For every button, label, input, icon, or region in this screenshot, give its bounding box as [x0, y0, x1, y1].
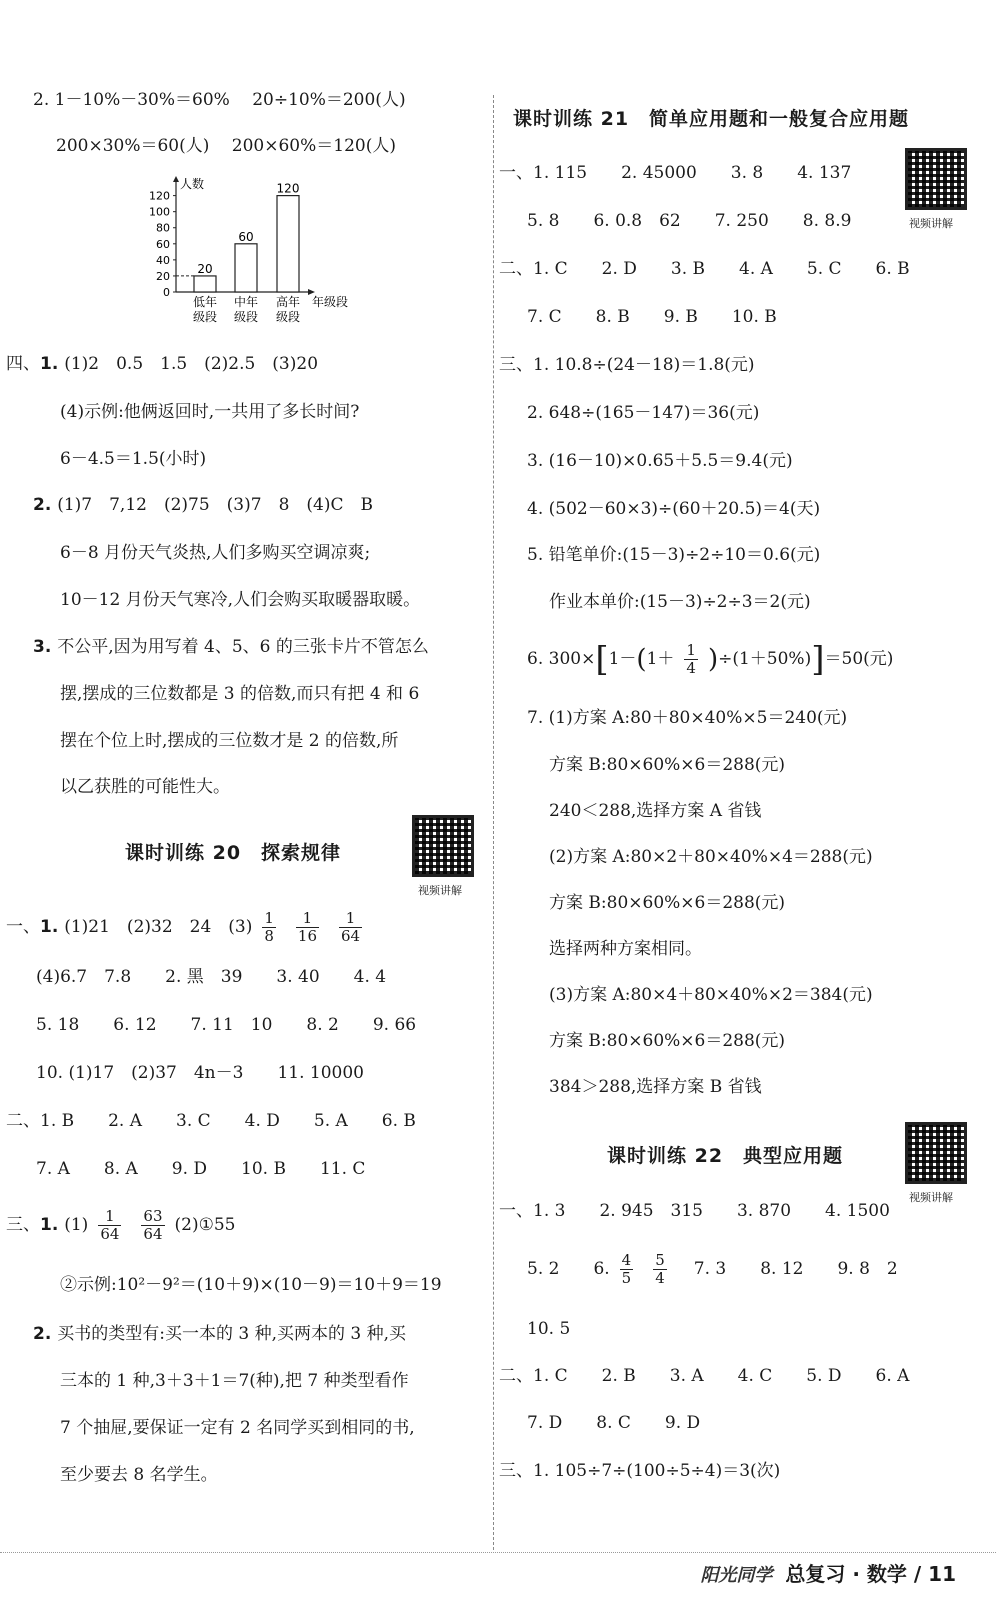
- fraction: $\frac{1}{64}$: [100, 1207, 120, 1243]
- answer-line: 10. 5: [527, 1319, 571, 1339]
- page-footer: [700, 1558, 956, 1587]
- x-tick-label: 高年: [275, 295, 301, 309]
- answer-line: (2)方案 A:80×2＋80×40%×4＝288(元): [549, 847, 873, 867]
- fraction: $\frac{1}{8}$: [264, 909, 274, 945]
- bar: [277, 196, 299, 292]
- answer-line: 一、1. 3 2. 945 315 3. 870 4. 1500: [499, 1201, 890, 1221]
- bar-chart: [140, 170, 380, 335]
- answer-line: 二、1. C 2. D 3. B 4. A 5. C 6. B: [499, 259, 910, 279]
- y-tick-label: 80: [156, 221, 170, 235]
- qr-label: 视频讲解: [909, 1191, 953, 1204]
- x-tick-label: 级段: [275, 310, 301, 324]
- answer-line: 7. D 8. C 9. D: [527, 1413, 701, 1433]
- answer-line: (3)方案 A:80×4＋80×40%×2＝384(元): [549, 985, 873, 1005]
- answer-line: 方案 B:80×60%×6＝288(元): [549, 755, 786, 775]
- answer-line: 三、1. (1) $\frac{1}{64}$ $\frac{63}{64}$ (2)①55: [6, 1207, 236, 1243]
- section-title: 课时训练 22 典型应用题: [607, 1145, 844, 1167]
- answer-line: 5. 2 6. $\frac{4}{5}$ $\frac{5}{4}$ 7. 3 8. 12 9. 8 2: [527, 1251, 898, 1287]
- x-tick-label: 低年: [192, 295, 218, 309]
- answer-line: 7 个抽屉,要保证一定有 2 名同学买到相同的书,: [60, 1418, 415, 1438]
- bar-value-label: 60: [238, 229, 254, 244]
- section-title: 课时训练 21 简单应用题和一般复合应用题: [513, 108, 910, 130]
- answer-line: 5. 铅笔单价:(15－3)÷2÷10＝0.6(元): [527, 545, 821, 565]
- y-tick-label: 40: [156, 253, 170, 267]
- fraction: $\frac{1}{4}$: [686, 641, 696, 677]
- section-title: 课时训练 20 探索规律: [125, 842, 342, 864]
- answer-line: 方案 B:80×60%×6＝288(元): [549, 893, 786, 913]
- answer-line: 2. 648÷(165－147)＝36(元): [527, 403, 760, 423]
- bar-value-label: 20: [197, 261, 213, 276]
- answer-line: 二、1. B 2. A 3. C 4. D 5. A 6. B: [6, 1111, 416, 1131]
- answer-line: 3. (16－10)×0.65＋5.5＝9.4(元): [527, 451, 793, 471]
- answer-line: 2. 买书的类型有:买一本的 3 种,买两本的 3 种,买: [33, 1324, 407, 1344]
- y-tick-label: 100: [149, 205, 170, 219]
- footer-text: 总复习 · 数学 / 11: [785, 1562, 956, 1586]
- bar: [194, 276, 216, 292]
- answer-line: 6－4.5＝1.5(小时): [60, 449, 207, 469]
- answer-line: 6－8 月份天气炎热,人们多购买空调凉爽;: [60, 543, 371, 563]
- qr-label: 视频讲解: [909, 217, 953, 230]
- answer-line: 7. (1)方案 A:80＋80×40%×5＝240(元): [527, 708, 848, 728]
- answer-line: 二、1. C 2. B 3. A 4. C 5. D 6. A: [499, 1366, 910, 1386]
- qr-code-icon[interactable]: [412, 815, 474, 877]
- y-tick-label: 20: [156, 269, 170, 283]
- answer-line: 384＞288,选择方案 B 省钱: [549, 1077, 762, 1097]
- answer-line: 一、1. 115 2. 45000 3. 8 4. 137: [499, 163, 852, 183]
- answer-line: 2. 1－10%－30%＝60% 20÷10%＝200(人): [33, 90, 406, 110]
- qr-code-icon[interactable]: [905, 1122, 967, 1184]
- fraction: $\frac{4}{5}$: [621, 1251, 632, 1287]
- answer-line: 2. (1)7 7,12 (2)75 (3)7 8 (4)C B: [33, 495, 373, 515]
- fraction: $\frac{1}{64}$: [341, 909, 361, 945]
- x-tick-label: 级段: [233, 310, 259, 324]
- answer-line: (4)6.7 7.8 2. 黑 39 3. 40 4. 4: [36, 967, 387, 987]
- qr-label: 视频讲解: [418, 884, 462, 897]
- answer-line: 至少要去 8 名学生。: [60, 1465, 218, 1485]
- bar: [235, 244, 257, 292]
- x-tick-label: 中年: [233, 295, 259, 309]
- answer-line: 10－12 月份天气寒冷,人们会购买取暖器取暖。: [60, 590, 421, 610]
- x-axis-title: 年级段: [312, 295, 349, 309]
- answer-line: 以乙获胜的可能性大。: [60, 777, 230, 797]
- answer-line: 选择两种方案相同。: [549, 939, 702, 959]
- answer-line: 摆,摆成的三位数都是 3 的倍数,而只有把 4 和 6: [60, 684, 420, 704]
- answer-line: (4)示例:他俩返回时,一共用了多长时间?: [60, 402, 360, 422]
- answer-line: 5. 8 6. 0.8 62 7. 250 8. 8.9: [527, 211, 852, 231]
- answer-line: 200×30%＝60(人) 200×60%＝120(人): [56, 136, 396, 156]
- answer-line: 10. (1)17 (2)37 4n－3 11. 10000: [36, 1063, 364, 1083]
- x-tick-label: 级段: [192, 310, 218, 324]
- answer-line: 240＜288,选择方案 A 省钱: [549, 801, 762, 821]
- answer-line: 摆在个位上时,摆成的三位数才是 2 的倍数,所: [60, 731, 399, 751]
- y-axis-title: 人数: [180, 177, 205, 191]
- column-divider: [493, 95, 494, 1550]
- answer-line: 7. C 8. B 9. B 10. B: [527, 307, 777, 327]
- answer-line: 三、1. 105÷7÷(100÷5÷4)＝3(次): [499, 1461, 781, 1481]
- footer-divider: [0, 1552, 996, 1553]
- fraction: $\frac{5}{4}$: [655, 1251, 665, 1287]
- y-tick-label: 0: [163, 286, 170, 299]
- answer-line: 7. A 8. A 9. D 10. B 11. C: [36, 1159, 366, 1179]
- answer-line: 四、1. (1)2 0.5 1.5 (2)2.5 (3)20: [6, 354, 319, 374]
- brand-logo: 阳光同学: [700, 1565, 773, 1586]
- answer-line: 作业本单价:(15－3)÷2÷3＝2(元): [549, 592, 811, 612]
- answer-line: 三、1. 10.8÷(24－18)＝1.8(元): [499, 355, 755, 375]
- y-axis-arrow: [173, 176, 179, 182]
- answer-line: 4. (502－60×3)÷(60＋20.5)＝4(天): [527, 499, 821, 519]
- fraction: $\frac{63}{64}$: [143, 1207, 163, 1243]
- answer-line: 一、1. (1)21 (2)32 24 (3) $\frac{1}{8}$ $\frac{1}{16}$ $\frac{1}{64}$: [6, 909, 361, 945]
- qr-code-icon[interactable]: [905, 148, 967, 210]
- answer-line: 三本的 1 种,3＋3＋1＝7(种),把 7 种类型看作: [60, 1371, 409, 1391]
- answer-line: 5. 18 6. 12 7. 11 10 8. 2 9. 66: [36, 1015, 417, 1035]
- y-tick-label: 60: [156, 237, 170, 251]
- answer-line: 3. 不公平,因为用写着 4、5、6 的三张卡片不管怎么: [33, 637, 429, 657]
- fraction: $\frac{1}{16}$: [297, 909, 317, 945]
- answer-line: 6. 300×[1－(1＋ $\frac{1}{4}$ )÷(1＋50%)]＝50(元): [527, 639, 894, 680]
- answer-line: ②示例:10²－9²＝(10＋9)×(10－9)＝10＋9＝19: [60, 1275, 442, 1295]
- bar-value-label: 120: [276, 181, 300, 196]
- y-tick-label: 120: [149, 189, 170, 203]
- answer-line: 方案 B:80×60%×6＝288(元): [549, 1031, 786, 1051]
